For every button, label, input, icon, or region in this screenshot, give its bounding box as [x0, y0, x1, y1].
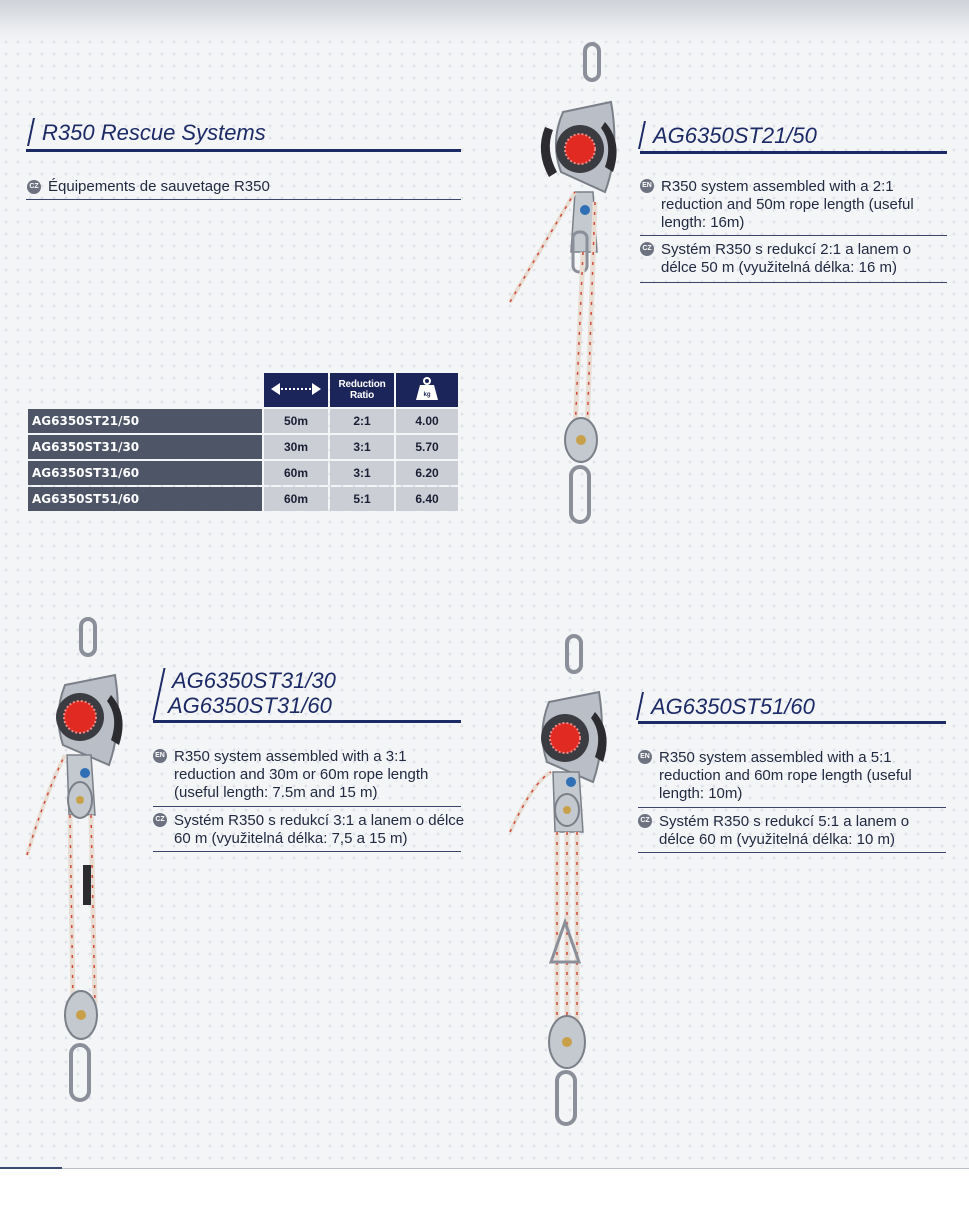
cz-lang-badge: CZ [638, 814, 652, 828]
table-row [28, 487, 458, 511]
rope-length-arrow-icon [271, 382, 321, 396]
product-51-60-title [651, 694, 815, 719]
length-cell: 60m [264, 487, 328, 511]
title-rule [26, 149, 461, 152]
subtitle-rule [26, 199, 461, 200]
model-cell: AG6350ST31/30 [28, 435, 262, 459]
ratio-cell: 3:1 [330, 435, 394, 459]
weight-cell: 6.20 [396, 461, 458, 485]
ratio-cell: 2:1 [330, 409, 394, 433]
divider [153, 806, 461, 807]
cz-lang-badge: CZ [27, 180, 41, 194]
product-51-60-rule [638, 721, 946, 724]
product-31-cz: Systém R350 s redukcí 3:1 a lanem o délce 60 m (využitelná délka: 7,5 a 15 m) [174, 812, 465, 847]
cz-lang-badge: CZ [640, 242, 654, 256]
table-row [28, 409, 458, 433]
product-photo-21-50 [505, 42, 640, 532]
page-title-text: R350 Rescue Systems [42, 120, 266, 145]
header-blank [28, 373, 262, 407]
length-cell: 30m [264, 435, 328, 459]
title-slash [27, 118, 35, 146]
product-51-60-cz: Systém R350 s redukcí 5:1 a lanem o délce 60 m (využitelná délka: 10 m) [659, 813, 910, 848]
product-31-rule [153, 720, 461, 723]
ratio-cell: 5:1 [330, 487, 394, 511]
weight-cell: 5.70 [396, 435, 458, 459]
divider [153, 851, 461, 852]
bottom-band [0, 1168, 969, 1212]
divider [640, 235, 947, 236]
product-21-50-rule [640, 151, 947, 154]
divider [638, 852, 946, 853]
product-31-title [168, 668, 336, 718]
divider [640, 282, 947, 283]
cz-lang-badge: CZ [153, 813, 167, 827]
weight-icon [414, 376, 440, 402]
en-lang-badge: EN [638, 750, 652, 764]
product-21-50-cz: Systém R350 s redukcí 2:1 a lanem o délce 50 m (využitelná délka: 16 m) [661, 241, 912, 276]
model-cell: AG6350ST51/60 [28, 487, 262, 511]
weight-header [396, 373, 458, 407]
product-title-text: AG6350ST51/60 [651, 694, 815, 719]
weight-unit: kg [423, 391, 431, 398]
en-lang-badge: EN [153, 749, 167, 763]
model-cell: AG6350ST31/60 [28, 461, 262, 485]
page-title [42, 120, 266, 145]
bottom-accent [0, 1167, 62, 1169]
product-photo-51-60 [505, 632, 640, 1127]
table-row [28, 461, 458, 485]
weight-cell: 6.40 [396, 487, 458, 511]
spec-table [26, 371, 460, 513]
model-cell: AG6350ST21/50 [28, 409, 262, 433]
product-photo-31 [25, 615, 155, 1105]
length-cell: 50m [264, 409, 328, 433]
divider [638, 807, 946, 808]
reduction-header [330, 373, 394, 407]
product-title-line2: AG6350ST31/60 [168, 693, 332, 718]
product-51-60-en: R350 system assembled with a 5:1 reduction and 60m rope length (useful length: 10m) [659, 749, 912, 802]
en-lang-badge: EN [640, 179, 654, 193]
product-title-line1: AG6350ST31/30 [172, 668, 336, 693]
product-title-text: AG6350ST21/50 [653, 123, 817, 148]
product-31-en: R350 system assembled with a 3:1 reduction and 30m or 60m rope length (useful length: 7.5m and 15 m) [174, 748, 429, 801]
spec-table-header [28, 373, 458, 407]
length-cell: 60m [264, 461, 328, 485]
table-row [28, 435, 458, 459]
product-21-50-en: R350 system assembled with a 2:1 reduction and 50m rope length (useful length: 16m) [661, 178, 914, 231]
product-21-50-title [653, 123, 817, 148]
subtitle-text: Équipements de sauvetage R350 [48, 178, 270, 195]
weight-cell: 4.00 [396, 409, 458, 433]
ratio-cell: 3:1 [330, 461, 394, 485]
reduction-header-label: Reduction Ratio [338, 379, 386, 401]
top-band [0, 0, 969, 44]
length-header [264, 373, 328, 407]
